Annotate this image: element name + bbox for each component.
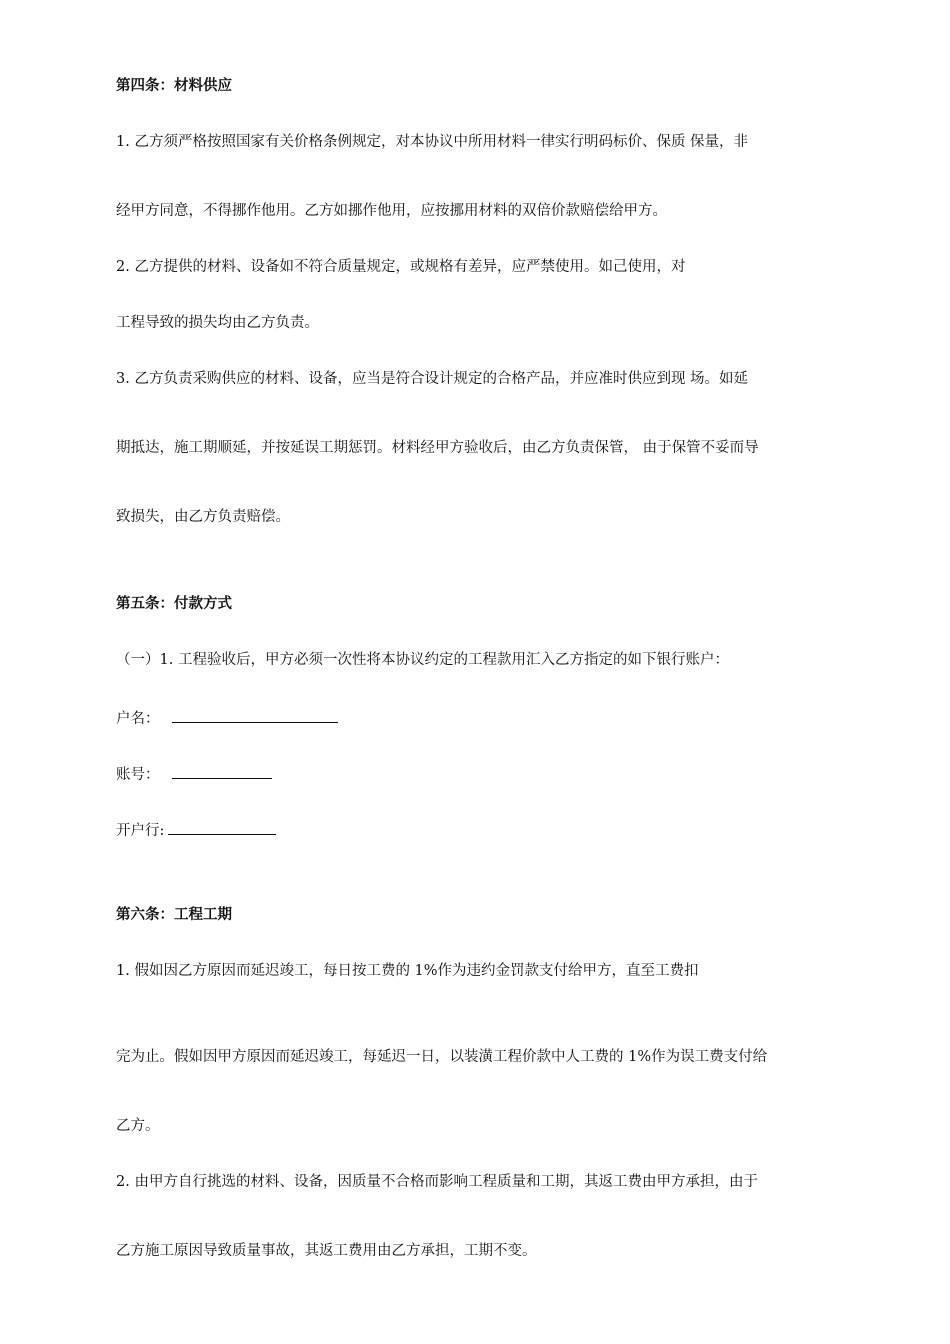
bank-blank[interactable] (168, 818, 276, 835)
bank-label: 开户行: (116, 823, 165, 839)
article-4-line-5: 3. 乙方负责采购供应的材料、设备，应当是符合设计规定的合格产品，并应准时供应到现 场。如延 (116, 371, 749, 387)
account-number-row (116, 762, 272, 785)
account-name-blank[interactable] (172, 706, 338, 723)
bank-row (116, 818, 276, 841)
account-name-row (116, 706, 338, 729)
account-name-label: 户名： (116, 711, 160, 727)
article-4-title: 第四条：材料供应 (116, 78, 232, 94)
article-4-line-2: 经甲方同意，不得挪作他用。乙方如挪作他用，应按挪用材料的双倍价款赔偿给甲方。 (116, 203, 667, 219)
article-5-intro: （一）1. 工程验收后，甲方必须一次性将本协议约定的工程款用汇入乙方指定的如下银行账户： (116, 652, 729, 668)
article-5-title: 第五条：付款方式 (116, 596, 232, 612)
article-6-line-3: 乙方。 (116, 1118, 160, 1134)
article-6-title: 第六条：工程工期 (116, 907, 232, 923)
account-number-label: 账号： (116, 767, 160, 783)
article-6-line-4: 2. 由甲方自行挑选的材料、设备，因质量不合格而影响工程质量和工期，其返工费由甲方承担，由于 (116, 1174, 758, 1190)
article-6-line-1: 1. 假如因乙方原因而延迟竣工，每日按工费的 1%作为违约金罚款支付给甲方，直至工费扣 (116, 963, 699, 979)
article-6-line-5: 乙方施工原因导致质量事故，其返工费用由乙方承担，工期不变。 (116, 1243, 537, 1259)
article-4-line-7: 致损失，由乙方负责赔偿。 (116, 509, 290, 525)
article-6-line-2: 完为止。假如因甲方原因而延迟竣工，每延迟一日，以装潢工程价款中人工费的 1%作为误工费支付给 (116, 1049, 768, 1065)
article-4-line-6: 期抵达，施工期顺延，并按延误工期惩罚。材料经甲方验收后，由乙方负责保管， 由于保管不妥而导 (116, 440, 759, 456)
account-number-blank[interactable] (172, 762, 272, 779)
article-4-line-3: 2. 乙方提供的材料、设备如不符合质量规定，或规格有差异，应严禁使用。如己使用，对 (116, 259, 686, 275)
article-4-line-4: 工程导致的损失均由乙方负责。 (116, 315, 319, 331)
article-4-line-1: 1. 乙方须严格按照国家有关价格条例规定，对本协议中所用材料一律实行明码标价、保质 保量，非 (116, 134, 749, 150)
